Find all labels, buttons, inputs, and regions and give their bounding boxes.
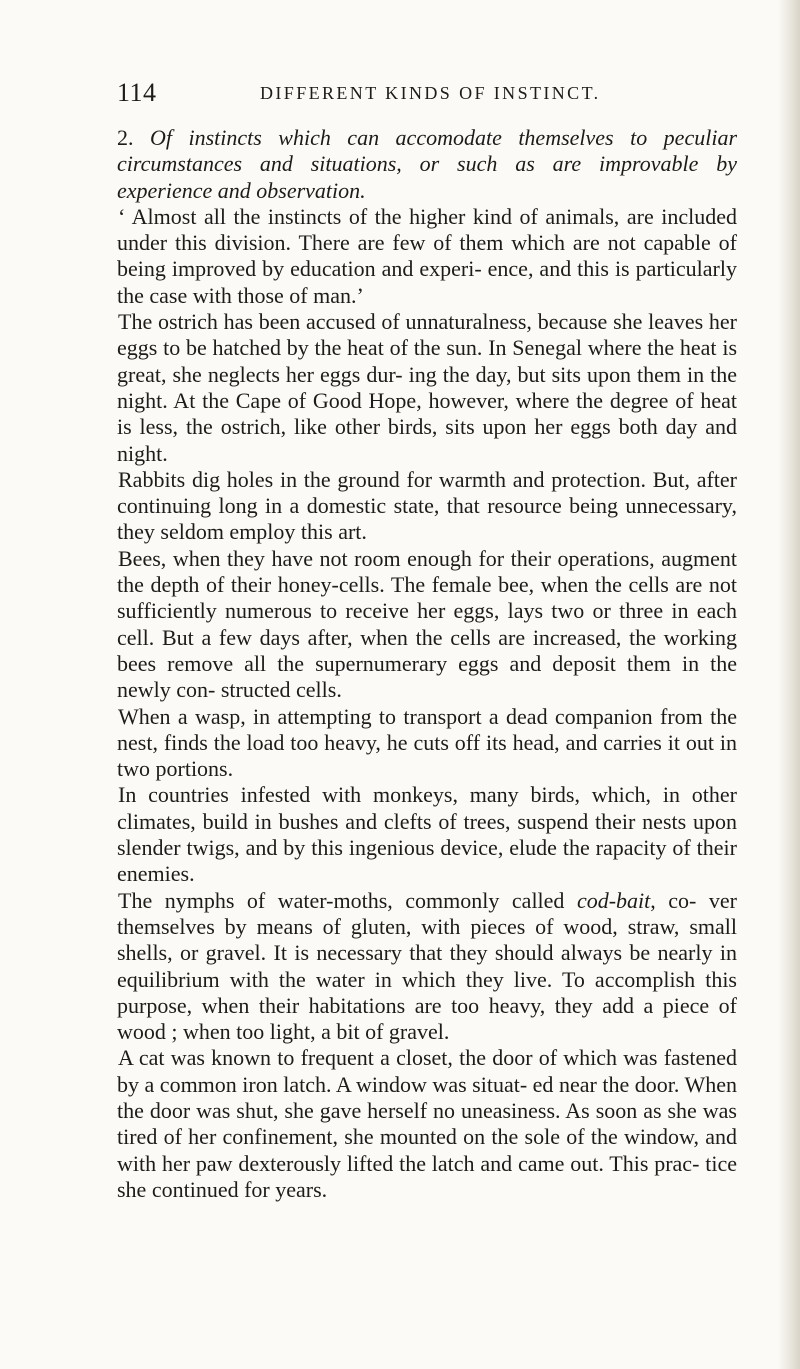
body-text	[117, 125, 737, 1203]
section-heading	[117, 125, 737, 204]
paragraph-wasp: When a wasp, in attempting to transport a dead companion from the nest, finds the load too heavy, he cuts off its head, and carries it out in two portions.	[117, 703, 737, 782]
page-edge-shadow	[778, 0, 800, 1369]
running-head: DIFFERENT KINDS OF INSTINCT.	[260, 83, 601, 103]
section-heading-text: Of instincts which can accomodate themselves to peculiar circumstances and situations, or such as are improvable by experience and observation.	[117, 125, 738, 203]
section-number: 2.	[117, 125, 134, 150]
paragraph-cat: A cat was known to frequent a closet, the door of which was fastened by a common iron latch. A window was situat- ed near the door. When the door was shut, she gave herself no uneasiness. As soon as she was tired of her confinement, she mounted on the sole of the window, and with her paw dexterously lifted the latch and came out. This prac- tice she continued for years.	[117, 1045, 737, 1202]
paragraph-birds: In countries infested with monkeys, many birds, which, in other climates, build in bushes and clefts of trees, suspend their nests upon slender twigs, and by this ingenious device, elude the rapacity of their enemies.	[117, 782, 737, 887]
nymphs-text-start: The nymphs of water-moths, commonly called	[118, 887, 577, 913]
paragraph-bees: Bees, when they have not room enough for their operations, augment the depth of their honey-cells. The female bee, when the cells are not sufficiently numerous to receive her eggs, lays two or three in each cell. But a few days after, when the cells are increased, the working bees remove all the supernumerary eggs and deposit them in the newly con- structed cells.	[117, 545, 737, 703]
cod-bait-term: cod-bait	[576, 887, 651, 913]
paragraph-quote: ‘ Almost all the instincts of the higher kind of animals, are included under this division. There are few of them which are not capable of being improved by education and experi- ence, and this is particularly the case with those of man.’	[117, 203, 737, 308]
paragraph-rabbits: Rabbits dig holes in the ground for warmth and protection. But, after continuing long in a domestic state, that resource being unnecessary, they seldom employ this art.	[117, 466, 737, 545]
paragraph-ostrich: The ostrich has been accused of unnaturalness, because she leaves her eggs to be hatched by the heat of the sun. In Senegal where the heat is great, she neglects her eggs dur- ing the day, but sits upon them in the night. At the Cape of Good Hope, however, where the degree of heat is less, the ostrich, like other birds, sits upon her eggs both day and night.	[117, 309, 737, 466]
paragraph-nymphs	[117, 888, 737, 1046]
nymphs-text-end: , co- ver themselves by means of gluten, with pieces of wood, straw, small shells, or gravel. It is necessary that they should always be nearly in equilibrium with the water in which they live. To accomplish this purpose, when their habitations are too heavy, they add a piece of wood ; when too light, a bit of gravel.	[117, 887, 737, 1045]
page-header	[117, 78, 737, 108]
page-number: 114	[117, 78, 157, 107]
